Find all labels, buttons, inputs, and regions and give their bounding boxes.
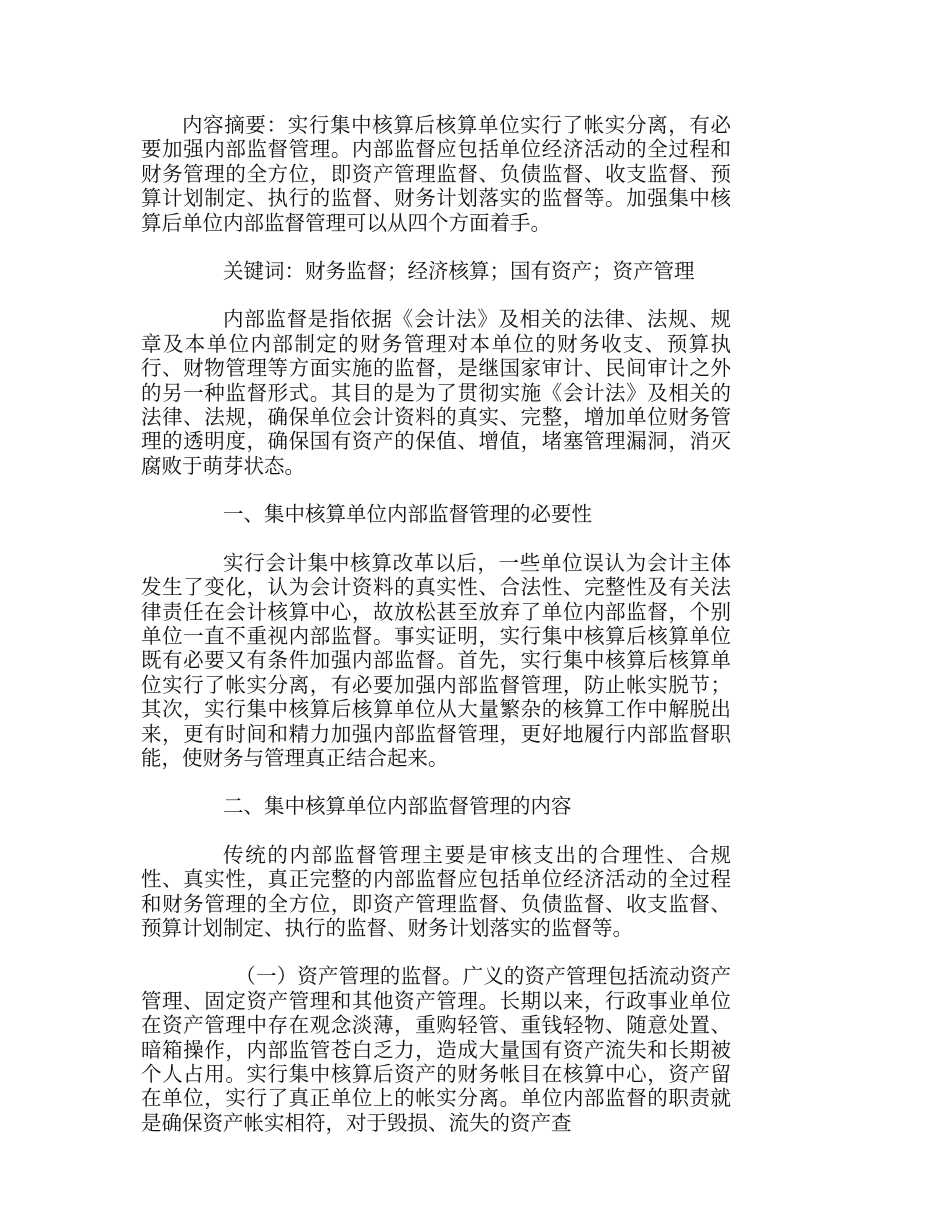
section-2-heading: 二、集中核算单位内部监督管理的内容	[223, 794, 572, 819]
section-2-paragraph: 传统的内部监督管理主要是审核支出的合理性、合规性、真实性，真正完整的内部监督应包括单位经济活动的全过程和财务管理的全方位，即资产管理监督、负债监督、收支监督、预算计划制定、执行的监督、财务计划落实的监督等。	[141, 842, 731, 940]
section-1-paragraph: 实行会计集中核算改革以后，一些单位误认为会计主体发生了变化，认为会计资料的真实性、合法性、完整性及有关法律责任在会计核算中心，故放松甚至放弃了单位内部监督，个别单位一直不重视内部监督。事实证明，实行集中核算后核算单位既有必要又有条件加强内部监督。首先，实行集中核算后核算单位实行了帐实分离，有必要加强内部监督管理，防止帐实脱节；其次，实行集中核算后核算单位从大量繁杂的核算工作中解脱出来，更有时间和精力加强内部监督管理，更好地履行内部监督职能，使财务与管理真正结合起来。	[141, 550, 731, 770]
abstract-paragraph: 内容摘要：实行集中核算后核算单位实行了帐实分离，有必要加强内部监督管理。内部监督应包括单位经济活动的全过程和财务管理的全方位，即资产管理监督、负债监督、收支监督、预算计划制定、执行的监督、财务计划落实的监督等。加强集中核算后单位内部监督管理可以从四个方面着手。	[141, 113, 731, 235]
document-page	[141, 113, 731, 1159]
keywords-line: 关键词：财务监督；经济核算；国有资产；资产管理	[223, 259, 695, 284]
section-1-heading: 一、集中核算单位内部监督管理的必要性	[223, 502, 592, 527]
intro-paragraph: 内部监督是指依据《会计法》及相关的法律、法规、规章及本单位内部制定的财务管理对本单位的财务收支、预算执行、财物管理等方面实施的监督，是继国家审计、民间审计之外的另一种监督形式。其目的是为了贯彻实施《会计法》及相关的法律、法规，确保单位会计资料的真实、完整，增加单位财务管理的透明度，确保国有资产的保值、增值，堵塞管理漏洞，消灭腐败于萌芽状态。	[141, 307, 731, 478]
subsection-1-paragraph: （一）资产管理的监督。广义的资产管理包括流动资产管理、固定资产管理和其他资产管理。长期以来，行政事业单位在资产管理中存在观念淡薄，重购轻管、重钱轻物、随意处置、暗箱操作，内部监管苍白乏力，造成大量国有资产流失和长期被个人占用。实行集中核算后资产的财务帐目在核算中心，资产留在单位，实行了真正单位上的帐实分离。单位内部监督的职责就是确保资产帐实相符，对于毁损、流失的资产查	[141, 964, 731, 1135]
